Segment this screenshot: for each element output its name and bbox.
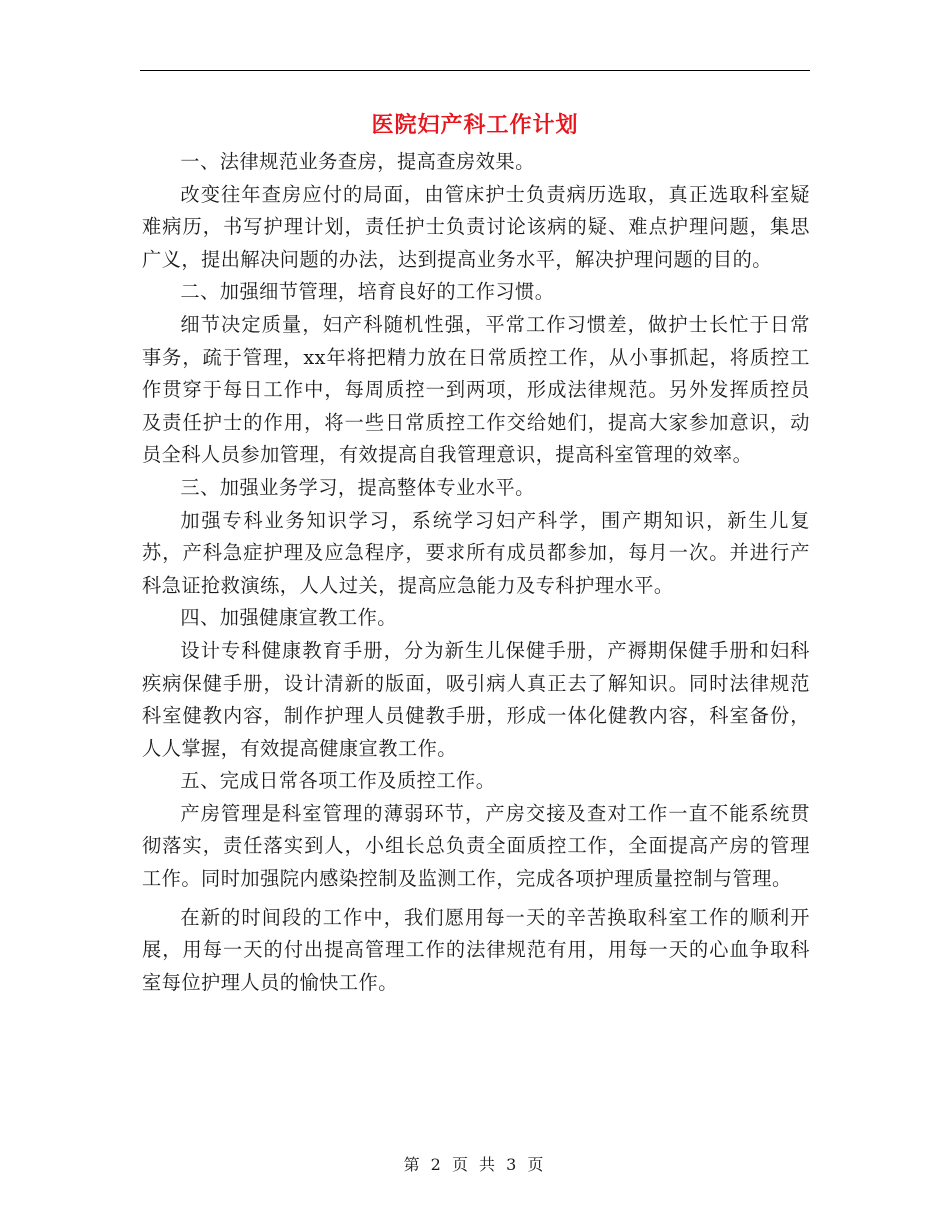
- body-paragraph-3: 加强专科业务知识学习，系统学习妇产科学，围产期知识，新生儿复苏，产科急症护理及应急程序，要求所有成员都参加，每月一次。并进行产科急证抢救演练，人人过关，提高应急能力及专科护理水平。: [142, 508, 810, 597]
- section-heading-1: 一、法律规范业务查房，提高查房效果。: [180, 150, 535, 173]
- body-paragraph-4: 设计专科健康教育手册，分为新生儿保健手册，产褥期保健手册和妇科疾病保健手册，设计清新的版面，吸引病人真正去了解知识。同时法律规范科室健教内容，制作护理人员健教手册，形成一体化健教内容，科室备份，人人掌握，有效提高健康宣教工作。: [142, 638, 810, 760]
- section-heading-3: 三、加强业务学习，提高整体专业水平。: [180, 475, 535, 499]
- document-body: [142, 146, 810, 999]
- header-rule: [140, 70, 810, 71]
- section-heading-4: 四、加强健康宣教工作。: [180, 606, 397, 630]
- closing-paragraph: 在新的时间段的工作中，我们愿用每一天的辛苦换取科室工作的顺利开展，用每一天的付出提高管理工作的法律规范有用，用每一天的心血争取科室每位护理人员的愉快工作。: [142, 905, 810, 994]
- section-heading-2: 二、加强细节管理，培育良好的工作习惯。: [180, 280, 555, 304]
- document-title: 医院妇产科工作计划: [371, 112, 579, 138]
- section-heading-5: 五、完成日常各项工作及质控工作。: [180, 769, 496, 793]
- body-paragraph-5: 产房管理是科室管理的薄弱环节，产房交接及查对工作一直不能系统贯彻落实，责任落实到人，小组长总负责全面质控工作，全面提高产房的管理工作。同时加强院内感染控制及监测工作，完成各项护理质量控制与管理。: [142, 801, 810, 891]
- body-paragraph-1: 改变往年查房应付的局面，由管床护士负责病历选取，真正选取科室疑难病历，书写护理计划，责任护士负责讨论该病的疑、难点护理问题，集思广义，提出解决问题的办法，达到提高业务水平，解决护理问题的目的。: [142, 182, 810, 271]
- page-number-footer: 第 2 页 共 3 页: [403, 1155, 547, 1174]
- body-paragraph-2: 细节决定质量，妇产科随机性强，平常工作习惯差，做护士长忙于日常事务，疏于管理，xx年将把精力放在日常质控工作，从小事抓起，将质控工作贯穿于每日工作中，每周质控一到两项，形成法律规范。另外发挥质控员及责任护士的作用，将一些日常质控工作交给她们，提高大家参加意识，动员全科人员参加管理，有效提高自我管理意识，提高科室管理的效率。: [142, 312, 810, 467]
